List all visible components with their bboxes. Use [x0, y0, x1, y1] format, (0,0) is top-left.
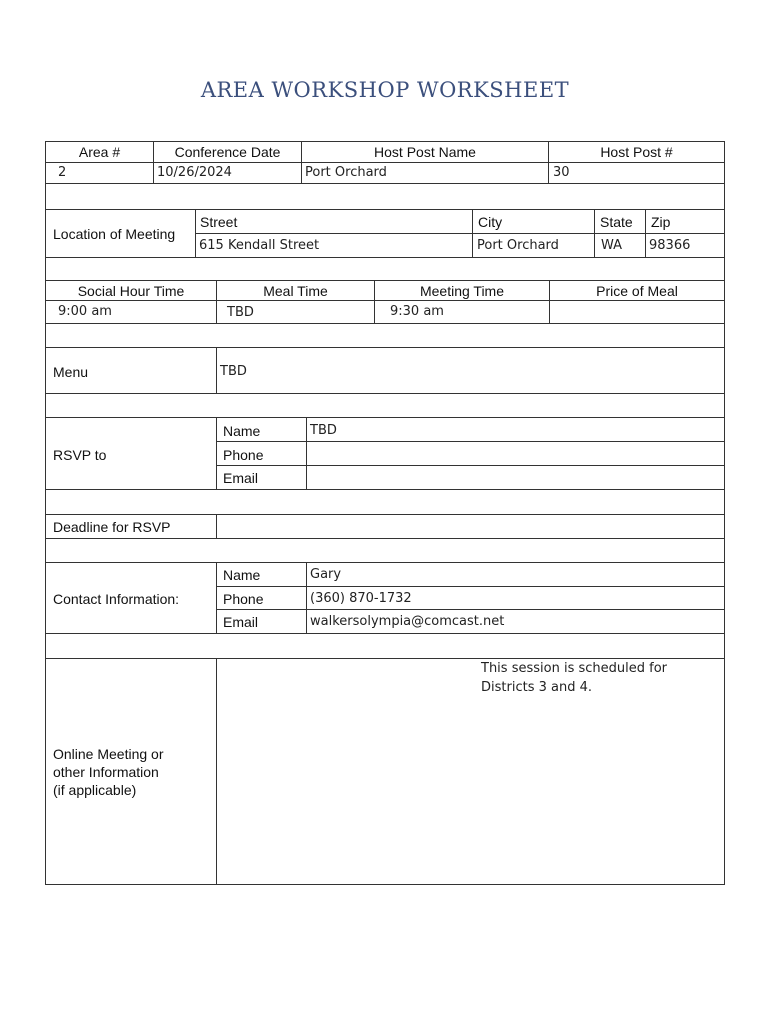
online-note [481, 659, 667, 697]
rsvp-name-value-cell[interactable] [306, 417, 725, 442]
online-label-line: Online Meeting or [53, 746, 164, 762]
contact-email-value: walkersolympia@comcast.net [310, 614, 505, 629]
conference-date-value: 10/26/2024 [157, 165, 232, 180]
rsvp-email-label: Email [223, 470, 259, 486]
online-label [53, 745, 164, 799]
menu-value: TBD [220, 364, 247, 379]
host-post-num-value-cell[interactable] [548, 162, 725, 184]
spacer-row [45, 323, 725, 348]
city-value: Port Orchard [477, 238, 559, 253]
contact-name-label: Name [223, 567, 261, 583]
zip-label: Zip [651, 214, 671, 230]
meal-label: Meal Time [263, 283, 328, 299]
spacer-row [45, 183, 725, 210]
social-label: Social Hour Time [77, 283, 185, 299]
menu-value-cell[interactable] [216, 347, 725, 394]
contact-label: Contact Information: [53, 591, 180, 607]
contact-name-value-cell[interactable] [306, 562, 725, 587]
area-label: Area # [78, 144, 121, 160]
contact-email-label: Email [223, 614, 259, 630]
page-title: AREA WORKSHOP WORKSHEET [200, 78, 570, 102]
spacer-row [45, 538, 725, 563]
rsvp-label: RSVP to [53, 447, 107, 463]
rsvp-name-label: Name [223, 423, 261, 439]
spacer-row [45, 393, 725, 418]
rsvp-phone-label: Phone [223, 447, 264, 463]
street-label: Street [200, 214, 238, 230]
price-value-cell[interactable] [549, 300, 725, 324]
deadline-label: Deadline for RSVP [53, 519, 171, 535]
menu-label: Menu [53, 364, 89, 380]
city-label: City [478, 214, 503, 230]
social-value: 9:00 am [58, 304, 112, 319]
meeting-value: 9:30 am [390, 304, 444, 319]
spacer-row [45, 257, 725, 281]
online-note-line: Districts 3 and 4. [481, 680, 592, 695]
street-value: 615 Kendall Street [199, 238, 320, 253]
online-label-line: (if applicable) [53, 782, 137, 798]
state-label: State [600, 214, 633, 230]
contact-phone-label: Phone [223, 591, 264, 607]
deadline-value-cell[interactable] [216, 514, 725, 539]
location-label: Location of Meeting [53, 226, 176, 242]
rsvp-phone-value-cell[interactable] [306, 441, 725, 466]
host-post-name-label: Host Post Name [374, 144, 476, 160]
online-label-line: other Information [53, 764, 159, 780]
meeting-label: Meeting Time [419, 283, 505, 299]
spacer-row [45, 633, 725, 659]
contact-name-value: Gary [310, 567, 342, 582]
area-value: 2 [58, 165, 67, 180]
host-post-name-value: Port Orchard [305, 165, 387, 180]
host-post-num-label: Host Post # [600, 144, 673, 160]
spacer-row [45, 489, 725, 515]
state-value: WA [601, 238, 623, 253]
price-label: Price of Meal [596, 283, 678, 299]
rsvp-email-value-cell[interactable] [306, 465, 725, 490]
online-note-line: This session is scheduled for [481, 661, 667, 676]
meal-value: TBD [227, 305, 254, 320]
rsvp-name-value: TBD [310, 423, 337, 438]
contact-phone-value: (360) 870-1732 [310, 591, 412, 606]
host-post-num-value: 30 [553, 165, 570, 180]
conference-date-label: Conference Date [174, 144, 281, 160]
zip-value: 98366 [649, 238, 691, 253]
